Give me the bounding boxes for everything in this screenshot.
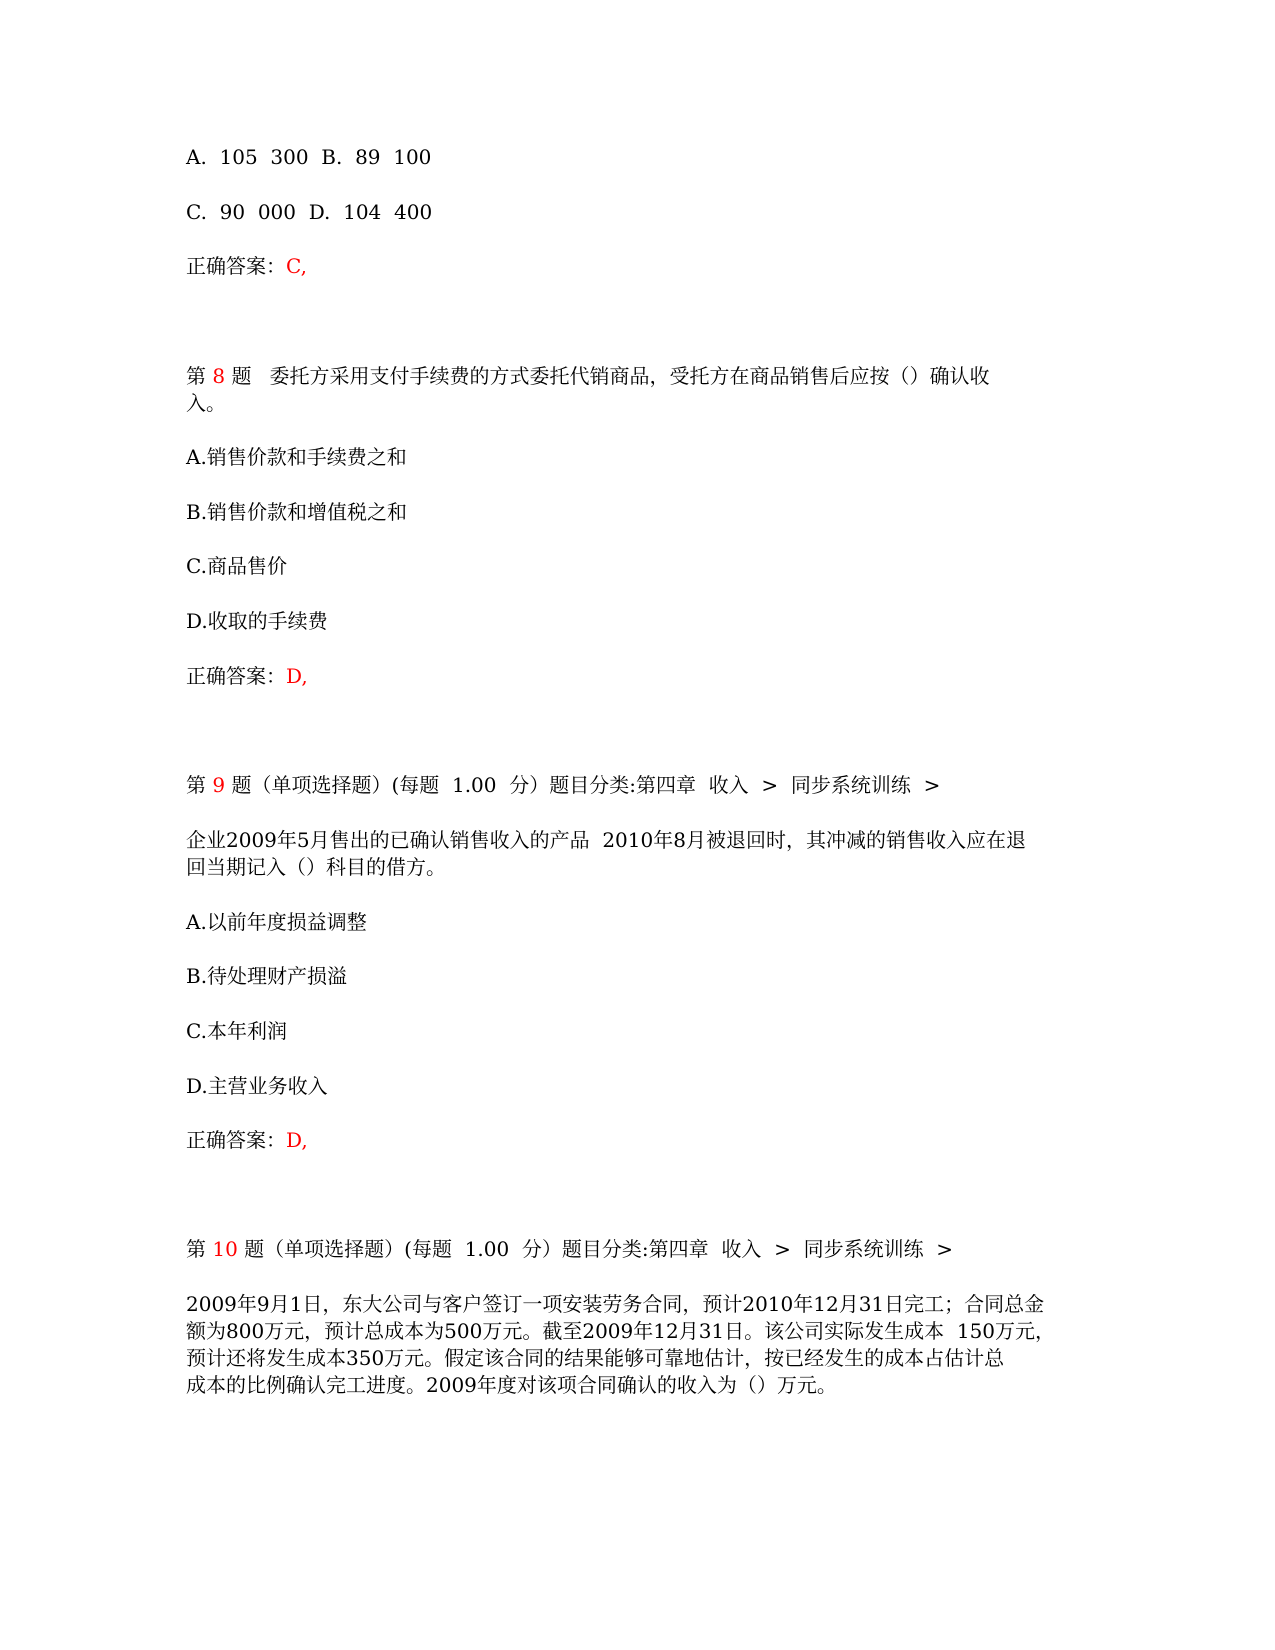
question-prefix: 第 bbox=[186, 364, 213, 388]
question-prefix: 第 bbox=[186, 1237, 213, 1261]
q10-stem-line-3: 预计还将发生成本350万元。假定该合同的结果能够可靠地估计，按已经发生的成本占估计总 bbox=[186, 1346, 1005, 1370]
q9-answer bbox=[186, 1126, 1076, 1154]
answer-value: D, bbox=[286, 664, 308, 688]
q10-stem-line-4: 成本的比例确认完工进度。2009年度对该项合同确认的收入为（）万元。 bbox=[186, 1373, 837, 1397]
q10-stem-line-1: 2009年9月1日，东大公司与客户签订一项安装劳务合同，预计2010年12月31日完工；合同总金 bbox=[186, 1292, 1045, 1316]
q7-options-cd: C. 90 000 D. 104 400 bbox=[186, 200, 433, 224]
q8-option-b: B.销售价款和增值税之和 bbox=[186, 500, 408, 524]
q7-options-ab: A. 105 300 B. 89 100 bbox=[186, 145, 432, 169]
q9-option-b: B.待处理财产损溢 bbox=[186, 964, 348, 988]
question-number: 8 bbox=[212, 364, 226, 388]
q8-option-c: C.商品售价 bbox=[186, 554, 287, 578]
answer-label: 正确答案： bbox=[186, 254, 286, 278]
answer-value: C, bbox=[286, 254, 307, 278]
q9-header bbox=[186, 771, 1076, 799]
q9-option-c: C.本年利润 bbox=[186, 1019, 287, 1043]
q9-option-a: A.以前年度损益调整 bbox=[186, 910, 367, 934]
question-number: 9 bbox=[212, 773, 226, 797]
answer-value: D, bbox=[286, 1128, 308, 1152]
q8-stem-line-2: 入。 bbox=[186, 391, 226, 415]
q8-option-d: D.收取的手续费 bbox=[186, 609, 328, 633]
q8-header bbox=[186, 362, 1076, 390]
answer-label: 正确答案： bbox=[186, 1128, 286, 1152]
q10-stem-line-2: 额为800万元，预计总成本为500万元。截至2009年12月31日。该公司实际发生成本 150万元， bbox=[186, 1319, 1056, 1343]
q8-option-a: A.销售价款和手续费之和 bbox=[186, 445, 407, 469]
q9-option-d: D.主营业务收入 bbox=[186, 1074, 328, 1098]
q9-stem-line-1: 企业2009年5月售出的已确认销售收入的产品 2010年8月被退回时，其冲减的销售收入应在退 bbox=[186, 828, 1026, 852]
question-stem-line: 委托方采用支付手续费的方式委托代销商品，受托方在商品销售后应按（）确认收 bbox=[269, 364, 990, 388]
q8-answer bbox=[186, 662, 1076, 690]
q9-stem-line-2: 回当期记入（）科目的借方。 bbox=[186, 855, 446, 879]
answer-label: 正确答案： bbox=[186, 664, 286, 688]
q7-answer bbox=[186, 252, 1076, 280]
question-suffix: 题 bbox=[225, 364, 252, 388]
question-header-rest: 题（单项选择题）(每题 1.00 分）题目分类:第四章 收入 > 同步系统训练 > bbox=[237, 1237, 954, 1261]
question-header-rest: 题（单项选择题）(每题 1.00 分）题目分类:第四章 收入 > 同步系统训练 > bbox=[225, 773, 941, 797]
q10-header bbox=[186, 1235, 1076, 1263]
question-number: 10 bbox=[212, 1237, 238, 1261]
question-prefix: 第 bbox=[186, 773, 213, 797]
